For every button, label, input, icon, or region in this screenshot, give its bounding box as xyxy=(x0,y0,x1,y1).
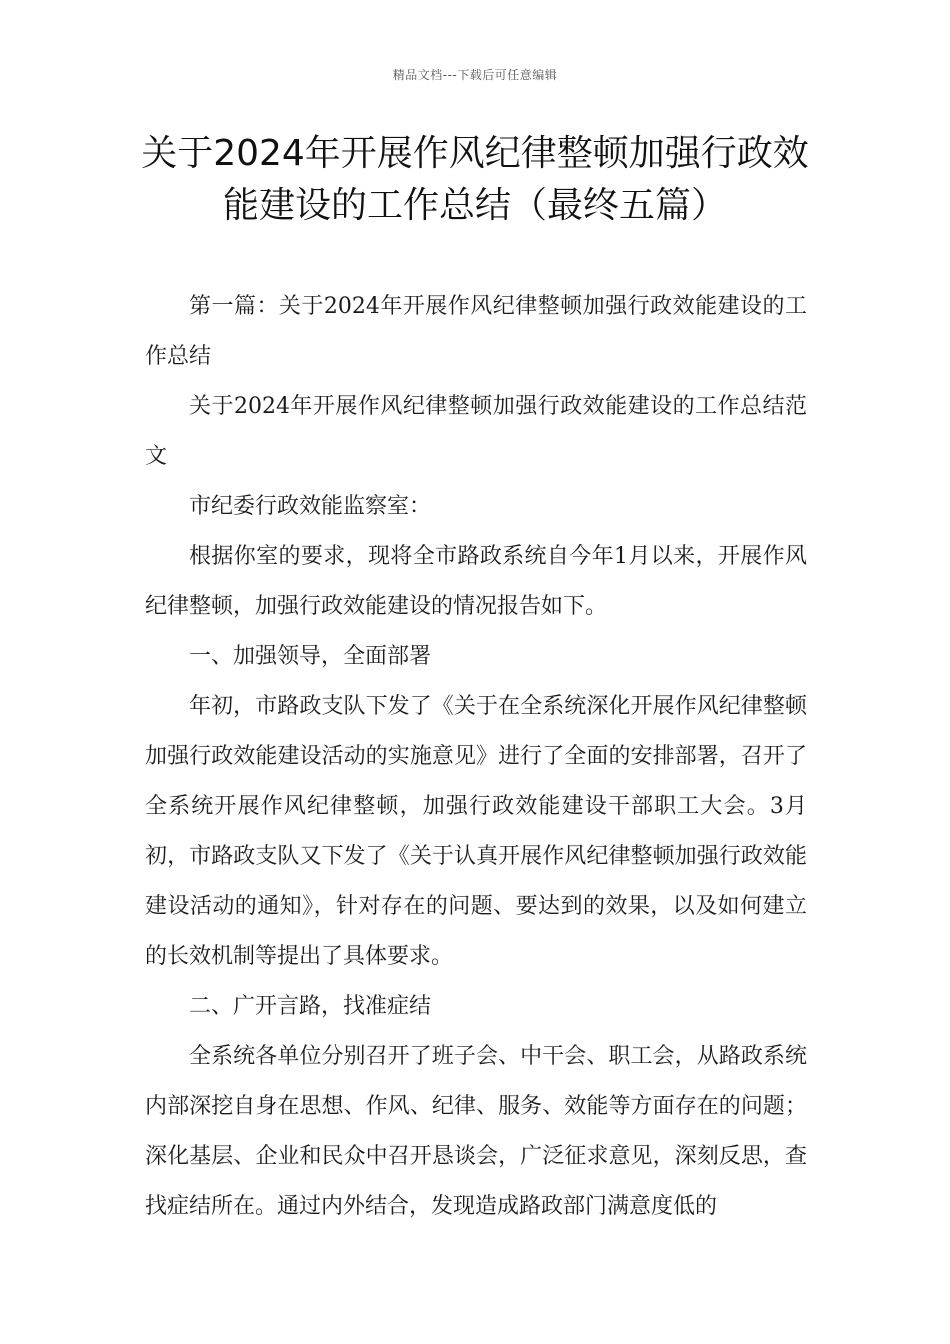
section-heading-1: 一、加强领导，全面部署 xyxy=(189,644,432,669)
paragraph-1: 第一篇：关于2024年开展作风纪律整顿加强行政效能建设的工作总结 xyxy=(145,294,807,369)
paragraph-4: 根据你室的要求，现将全市路政系统自今年1月以来，开展作风纪律整顿，加强行政效能建设的情况报告如下。 xyxy=(145,544,807,619)
paragraph-5: 年初，市路政支队下发了《关于在全系统深化开展作风纪律整顿加强行政效能建设活动的实施意见》进行了全面的安排部署，召开了全系统开展作风纪律整顿，加强行政效能建设干部职工大会。3月初，市路政支队又下发了《关于认真开展作风纪律整顿加强行政效能建设活动的通知》，针对存在的问题、要达到的效果，以及如何建立的长效机制等提出了具体要求。 xyxy=(145,694,807,969)
paragraph-3: 市纪委行政效能监察室： xyxy=(189,494,432,519)
paragraph-2: 关于2024年开展作风纪律整顿加强行政效能建设的工作总结范文 xyxy=(145,394,807,469)
document-body xyxy=(145,282,807,1232)
paragraph-6: 全系统各单位分别召开了班子会、中干会、职工会，从路政系统内部深挖自身在思想、作风、纪律、服务、效能等方面存在的问题；深化基层、企业和民众中召开恳谈会，广泛征求意见，深刻反思，查找症结所在。通过内外结合，发现造成路政部门满意度低的 xyxy=(145,1044,807,1219)
document-title: 关于2024年开展作风纪律整顿加强行政效能建设的工作总结（最终五篇） xyxy=(141,133,809,226)
header-watermark: 精品文档---下载后可任意编辑 xyxy=(392,68,558,82)
section-heading-2: 二、广开言路，找准症结 xyxy=(189,994,432,1019)
